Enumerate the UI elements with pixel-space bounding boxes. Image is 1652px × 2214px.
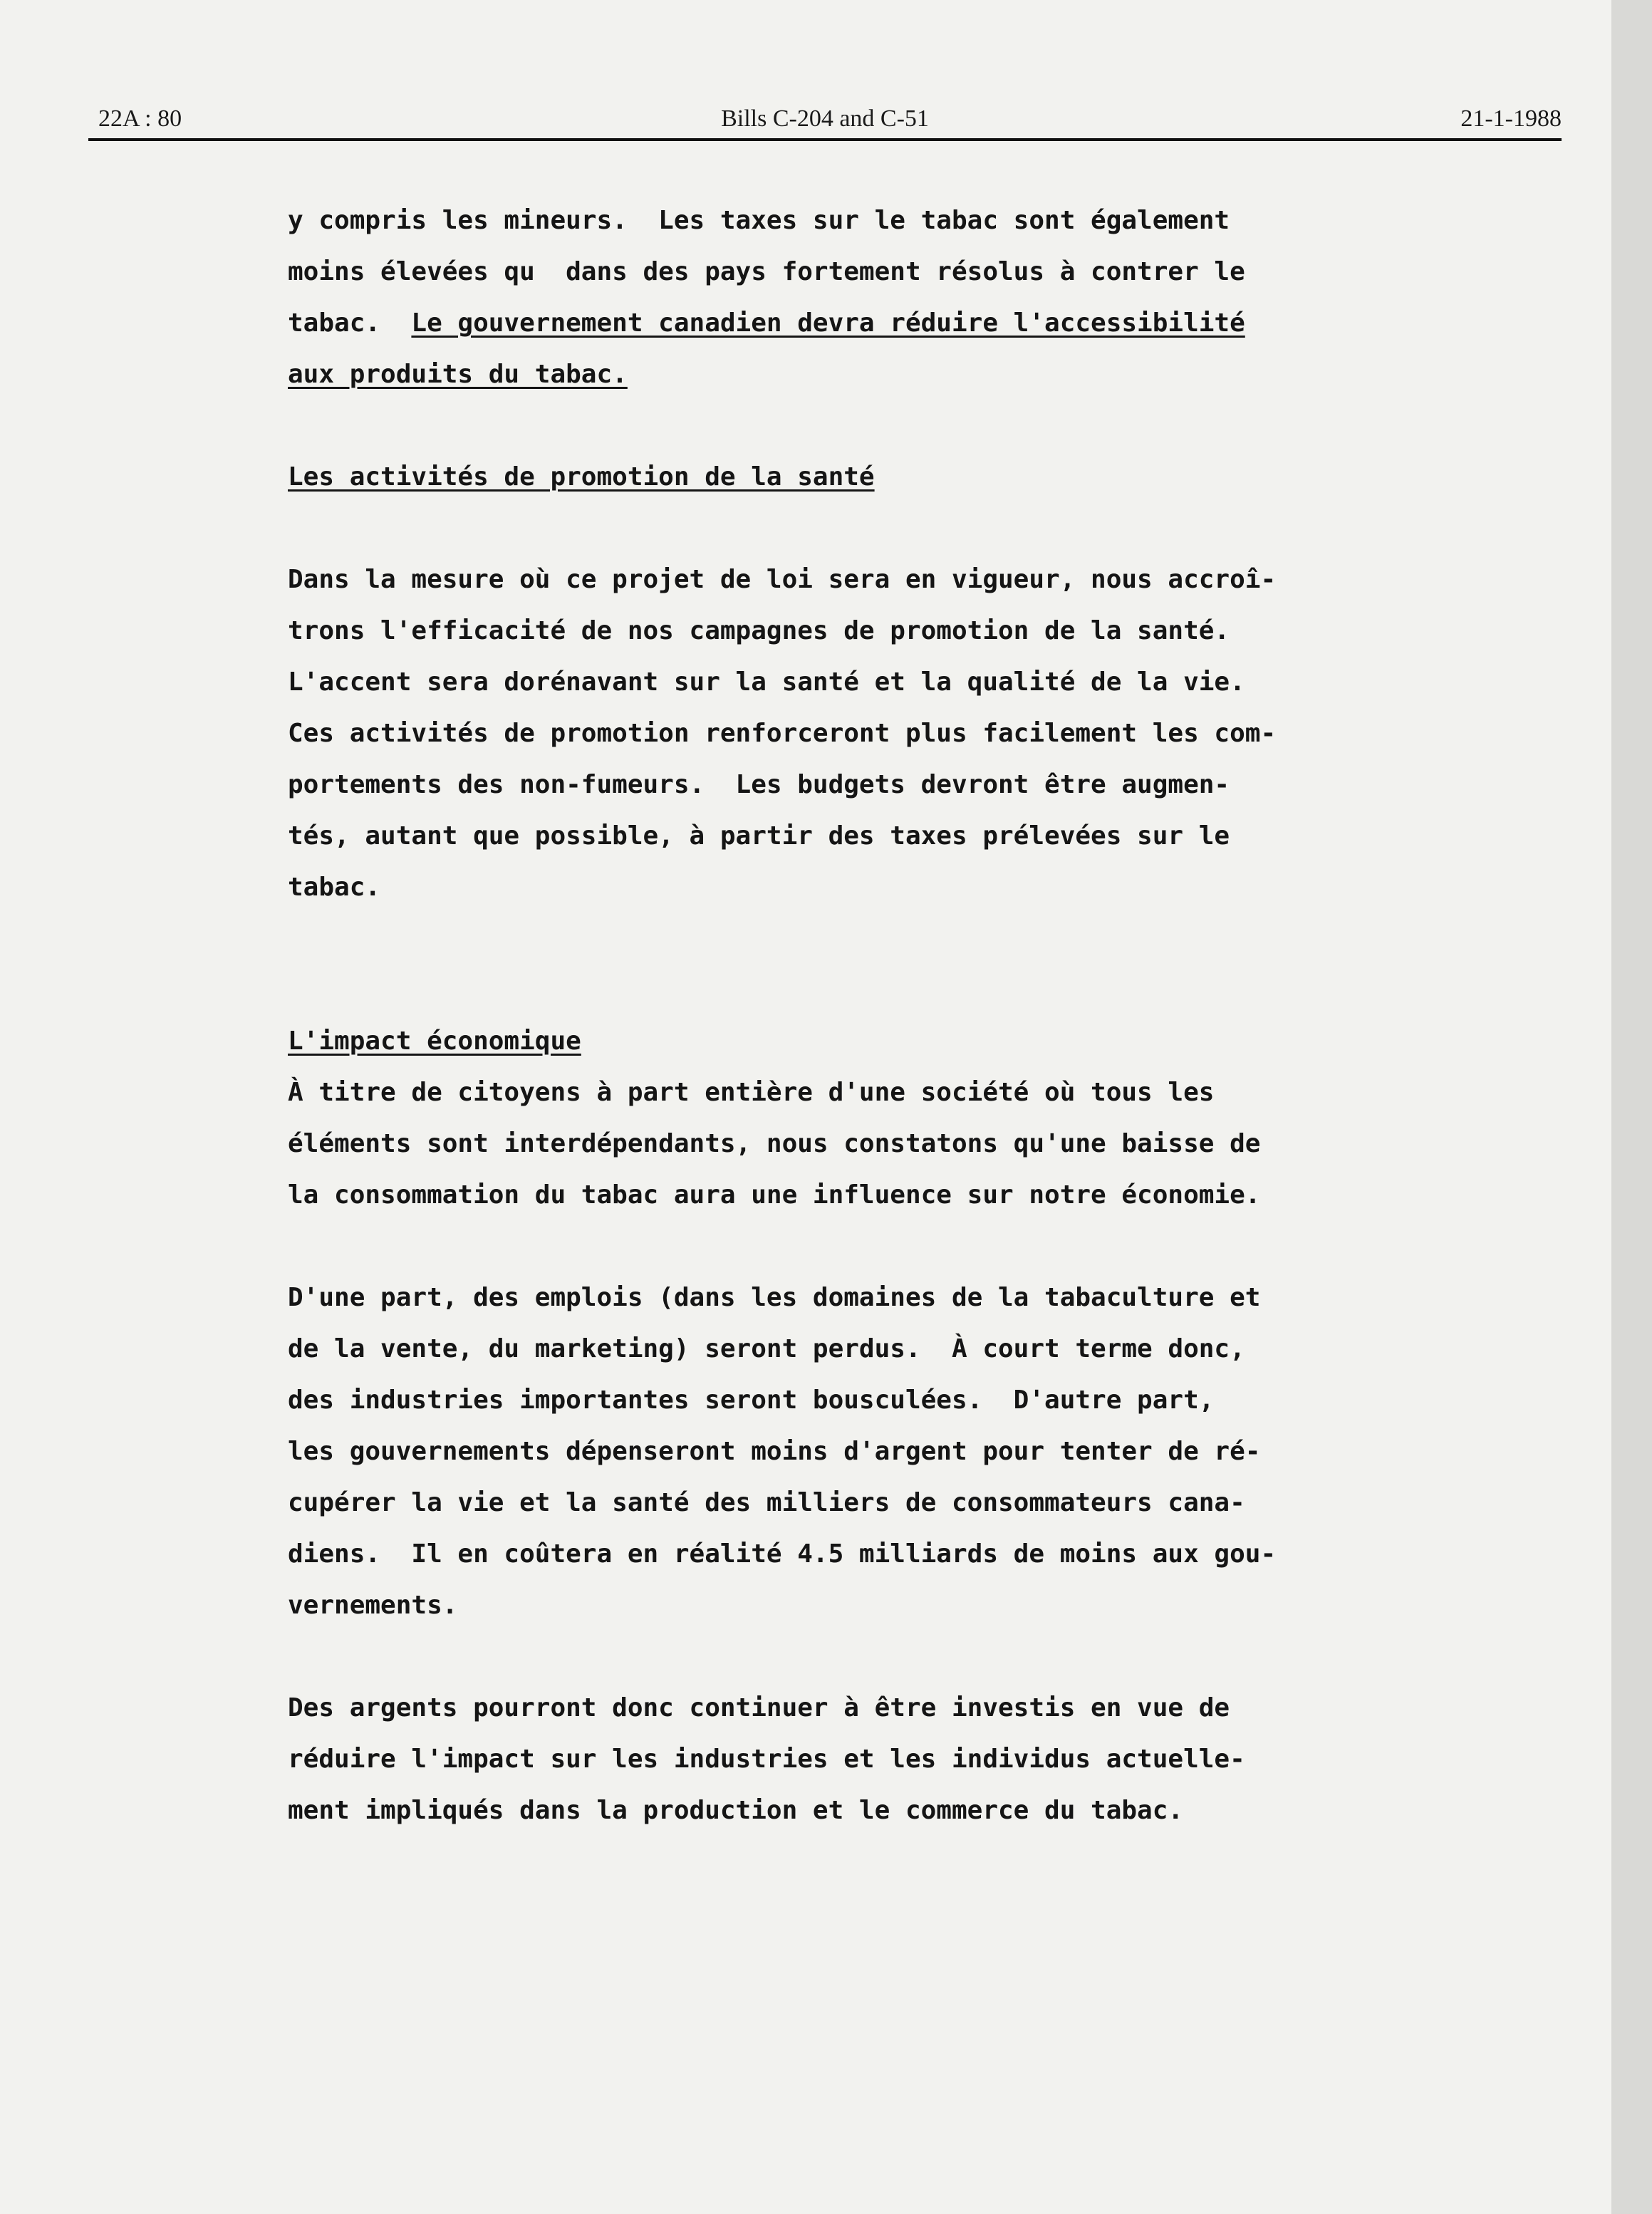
- para4-line: vernements.: [288, 1591, 458, 1620]
- header-date: 21-1-1988: [1460, 105, 1562, 132]
- para1-line2: moins élevées qu dans des pays fortement résolus à contrer le: [288, 257, 1245, 286]
- spacer: [288, 503, 1335, 554]
- para1-line3-plain: tabac.: [288, 308, 412, 338]
- body-text: [288, 195, 1335, 1836]
- spacer: [288, 400, 1335, 452]
- header-page-number: 22A : 80: [98, 105, 182, 132]
- para2-line: portements des non-fumeurs. Les budgets devront être augmen-: [288, 770, 1230, 799]
- para4-line: cupérer la vie et la santé des milliers de consommateurs cana-: [288, 1488, 1245, 1517]
- para2-line: Ces activités de promotion renforceront plus facilement les com-: [288, 719, 1277, 748]
- para2-line: tés, autant que possible, à partir des taxes prélevées sur le: [288, 821, 1230, 851]
- para3-line: À titre de citoyens à part entière d'une société où tous les: [288, 1078, 1215, 1107]
- page-edge: [1611, 0, 1652, 2214]
- para2-line: L'accent sera dorénavant sur la santé et la qualité de la vie.: [288, 667, 1245, 697]
- para1-line3: [288, 298, 1335, 349]
- spacer: [288, 1221, 1335, 1272]
- para2-line: Dans la mesure où ce projet de loi sera en vigueur, nous accroî-: [288, 565, 1277, 594]
- spacer: [288, 1631, 1335, 1683]
- para5-line: Des argents pourront donc continuer à être investis en vue de: [288, 1693, 1230, 1722]
- para5-line: réduire l'impact sur les industries et les individus actuelle-: [288, 1745, 1245, 1774]
- header-rule: [88, 138, 1562, 141]
- para3-line: éléments sont interdépendants, nous constatons qu'une baisse de: [288, 1129, 1261, 1158]
- para4-line: de la vente, du marketing) seront perdus. À court terme donc,: [288, 1334, 1245, 1363]
- spacer: [288, 913, 1335, 1016]
- para1-line3-underlined: Le gouvernement canadien devra réduire l'accessibilité: [411, 308, 1245, 338]
- para1-line1: y compris les mineurs. Les taxes sur le tabac sont également: [288, 206, 1230, 235]
- para4-line: D'une part, des emplois (dans les domaines de la tabaculture et: [288, 1283, 1261, 1312]
- running-header: [88, 103, 1562, 138]
- header-title: Bills C-204 and C-51: [721, 105, 929, 132]
- para3-line: la consommation du tabac aura une influence sur notre économie.: [288, 1180, 1261, 1210]
- section-heading-economic-text: L'impact économique: [288, 1027, 581, 1056]
- section-heading-economic: [288, 1016, 1335, 1067]
- para4-line: des industries importantes seront bousculées. D'autre part,: [288, 1386, 1215, 1415]
- para1-line4-underlined: aux produits du tabac.: [288, 360, 628, 389]
- para4-line: les gouvernements dépenseront moins d'argent pour tenter de ré-: [288, 1437, 1261, 1466]
- para4-line: diens. Il en coûtera en réalité 4.5 milliards de moins aux gou-: [288, 1539, 1277, 1569]
- para5-line: ment impliqués dans la production et le commerce du tabac.: [288, 1796, 1184, 1825]
- para2-line: trons l'efficacité de nos campagnes de promotion de la santé.: [288, 616, 1230, 645]
- para1-line4: [288, 349, 1335, 400]
- para2-line: tabac.: [288, 873, 381, 902]
- section-heading-promotion-text: Les activités de promotion de la santé: [288, 462, 875, 492]
- section-heading-promotion: [288, 452, 1335, 503]
